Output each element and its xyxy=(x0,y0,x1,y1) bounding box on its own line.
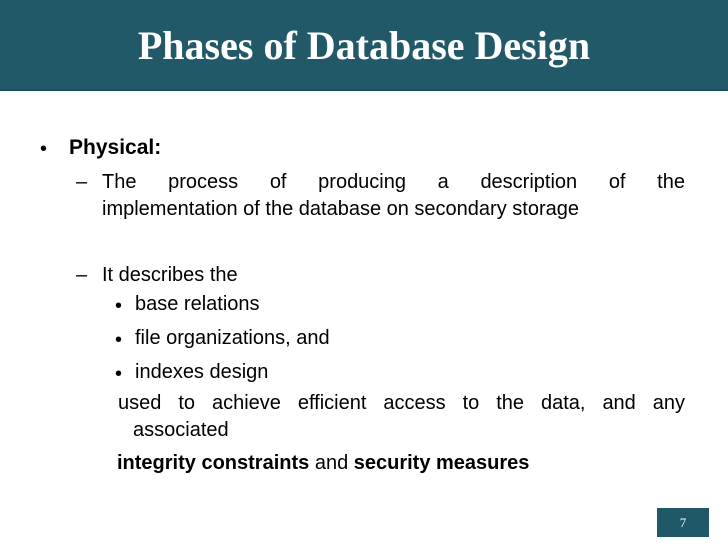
item-1-word: description xyxy=(480,171,578,193)
continuation-word: achieve xyxy=(211,392,281,414)
bullet-physical: • xyxy=(40,138,48,160)
sub-bullet-1: • xyxy=(115,295,123,317)
continuation-word: to xyxy=(178,392,196,414)
continuation-word: access xyxy=(383,392,446,414)
item-1-line-2: implementation of the database on secondary storage xyxy=(102,198,579,220)
item-1-word: process xyxy=(168,171,239,193)
item-1-word: The xyxy=(102,171,137,193)
slide-title: Phases of Database Design xyxy=(137,23,591,68)
integrity-constraints-text: integrity constraints xyxy=(117,452,310,474)
continuation-word: efficient xyxy=(297,392,367,414)
and-text: and xyxy=(309,452,354,474)
item-1-word: of xyxy=(608,171,626,193)
security-measures-text: security measures xyxy=(353,452,530,474)
page-number-badge: 7 xyxy=(657,508,709,537)
continuation-line-2: associated xyxy=(133,419,229,441)
final-line xyxy=(117,451,529,475)
item-2-text: It describes the xyxy=(102,264,238,286)
item-1-word: the xyxy=(657,171,685,193)
physical-heading: Physical: xyxy=(69,136,162,159)
item-1-line-1 xyxy=(102,170,685,194)
sub-item-file-organizations: file organizations, and xyxy=(135,327,330,349)
continuation-word: any xyxy=(652,392,686,414)
sub-item-base-relations: base relations xyxy=(135,293,260,315)
continuation-word: the xyxy=(496,392,525,414)
sub-item-indexes-design: indexes design xyxy=(135,361,269,383)
item-1-word: a xyxy=(437,171,449,193)
continuation-word: used xyxy=(118,392,162,414)
continuation-word: and xyxy=(602,392,636,414)
dash-item-1: – xyxy=(76,171,88,193)
sub-bullet-3: • xyxy=(115,363,123,385)
item-1-word: producing xyxy=(318,171,406,193)
item-1-word: of xyxy=(269,171,287,193)
continuation-word: to xyxy=(462,392,480,414)
sub-bullet-2: • xyxy=(115,329,123,351)
dash-item-2: – xyxy=(76,264,88,286)
continuation-word: data, xyxy=(541,392,586,414)
continuation-line-1 xyxy=(118,391,685,415)
